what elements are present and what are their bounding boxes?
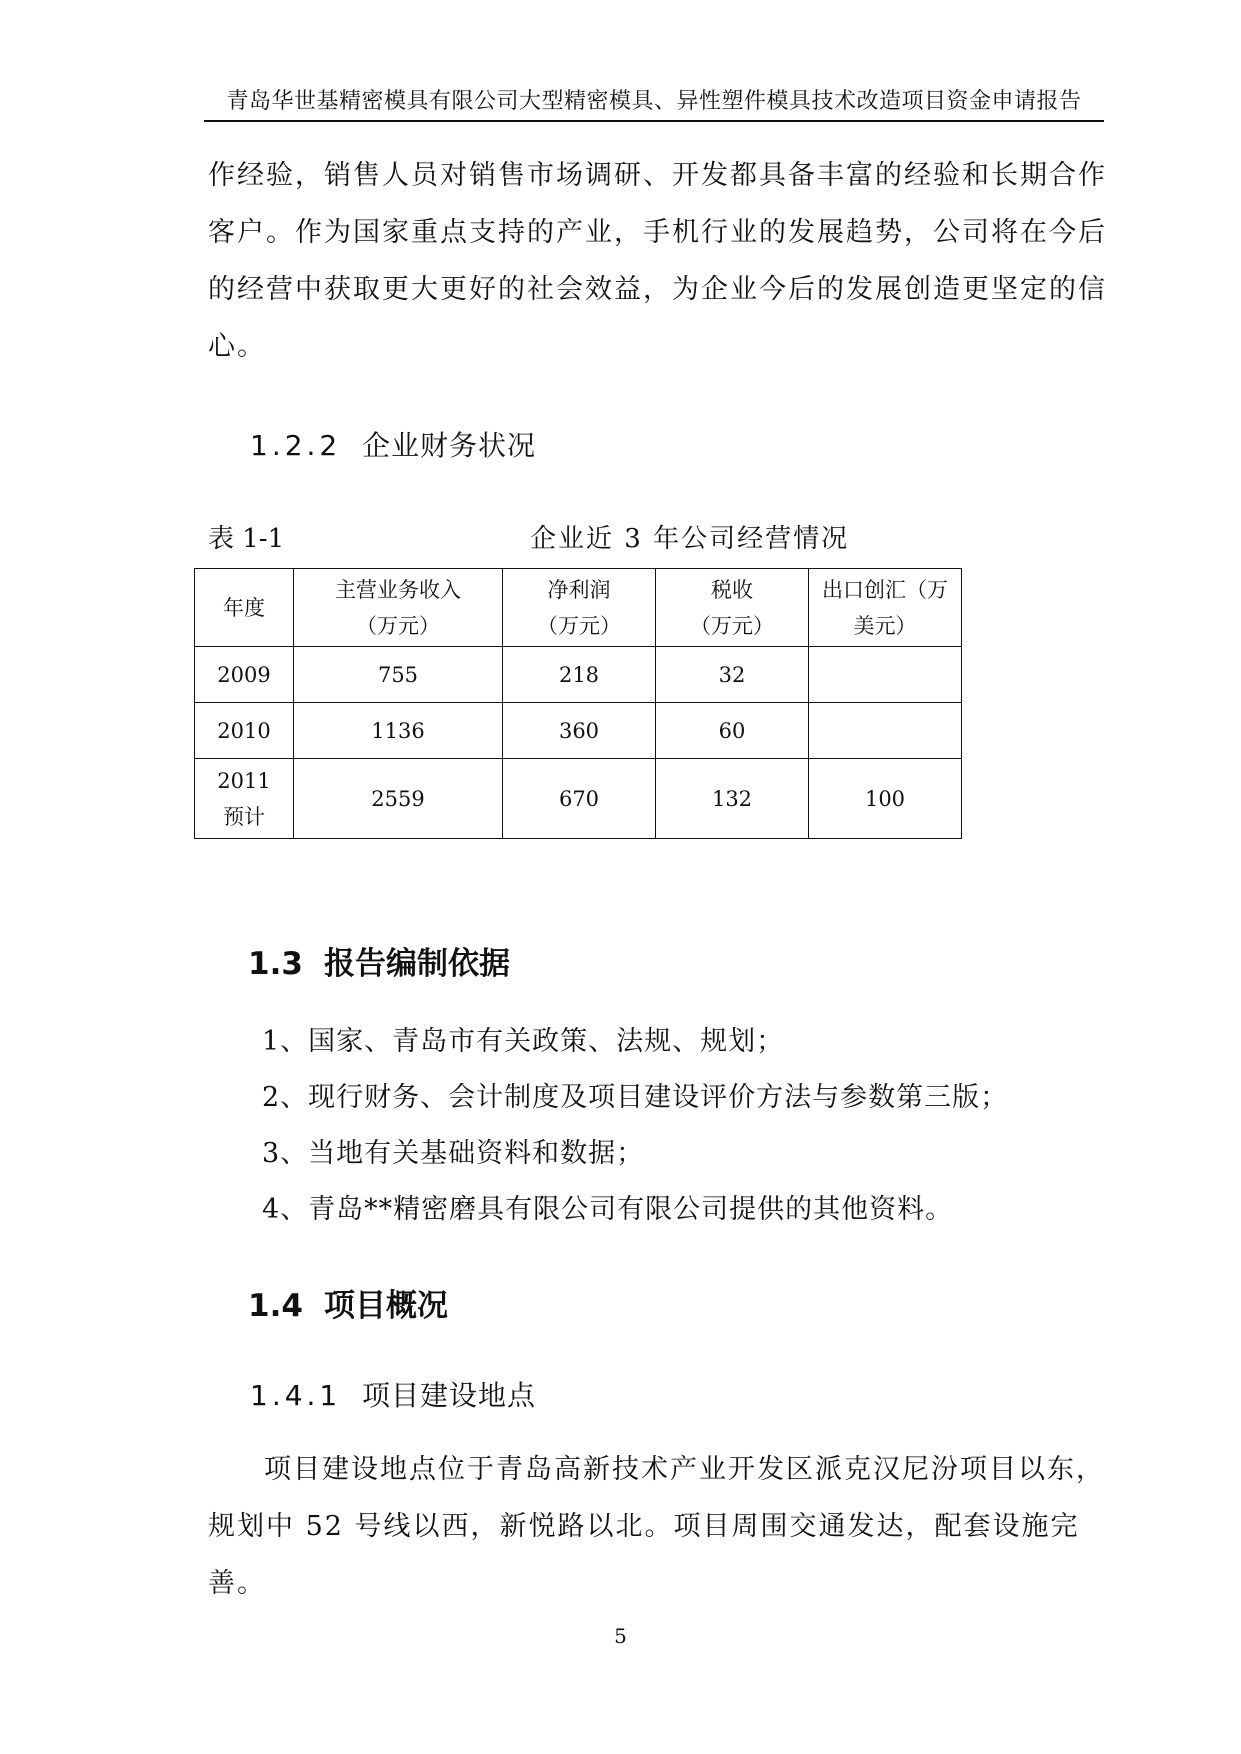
cell-tax: 32 (656, 647, 809, 703)
cell-net-profit: 218 (503, 647, 656, 703)
running-header: 青岛华世基精密模具有限公司大型精密模具、异性塑件模具技术改造项目资金申请报告 (226, 89, 1082, 114)
intro-line: 作经验，销售人员对销售市场调研、开发都具备丰富的经验和长期合作 (208, 160, 1107, 191)
table-label: 表 1-1 (208, 524, 285, 554)
cell-year: 2009 (195, 647, 294, 703)
financial-table (194, 568, 962, 839)
cell-tax: 132 (656, 759, 809, 839)
cell-revenue: 755 (294, 647, 503, 703)
list-item: 1、国家、青岛市有关政策、法规、规划； (262, 1026, 785, 1057)
cell-revenue: 1136 (294, 703, 503, 759)
heading-title: 项目建设地点 (362, 1379, 537, 1412)
header-year: 年度 (195, 569, 294, 647)
cell-net-profit: 360 (503, 703, 656, 759)
header-tax: 税收 （万元） (656, 569, 809, 647)
intro-line: 客户。作为国家重点支持的产业，手机行业的发展趋势，公司将在今后 (208, 217, 1107, 248)
cell-year: 2011 预计 (195, 759, 294, 839)
header-revenue: 主营业务收入 （万元） (294, 569, 503, 647)
heading-number: 1.4.1 (250, 1379, 342, 1412)
table-title: 企业近 3 年公司经营情况 (530, 524, 850, 554)
header-export: 出口创汇（万 美元） (809, 569, 962, 647)
heading-title: 报告编制依据 (324, 946, 510, 982)
location-line: 项目建设地点位于青岛高新技术产业开发区派克汉尼汾项目以东， (264, 1454, 1105, 1485)
heading-title: 项目概况 (324, 1288, 448, 1324)
heading-title: 企业财务状况 (362, 429, 537, 462)
list-item: 2、现行财务、会计制度及项目建设评价方法与参数第三版； (262, 1082, 1009, 1113)
table-row (195, 647, 962, 703)
heading-1-2-2 (250, 424, 536, 464)
table-header-row (195, 569, 962, 647)
list-item: 4、青岛**精密磨具有限公司有限公司提供的其他资料。 (262, 1194, 954, 1225)
cell-export (809, 703, 962, 759)
heading-1-3 (248, 938, 510, 983)
header-net-profit: 净利润 （万元） (503, 569, 656, 647)
heading-number: 1.2.2 (250, 429, 342, 462)
list-item: 3、当地有关基础资料和数据； (262, 1138, 645, 1169)
basis-list (262, 1014, 1122, 1238)
location-paragraph (208, 1441, 1108, 1612)
intro-line: 心。 (208, 331, 266, 362)
cell-tax: 60 (656, 703, 809, 759)
heading-1-4 (248, 1280, 448, 1325)
heading-number: 1.3 (248, 946, 303, 982)
cell-year: 2010 (195, 703, 294, 759)
header-rule (204, 120, 1104, 122)
cell-revenue: 2559 (294, 759, 503, 839)
intro-paragraph (208, 147, 1108, 375)
page-number: 5 (614, 1624, 627, 1648)
heading-1-4-1 (250, 1374, 536, 1414)
table-row (195, 759, 962, 839)
table-row (195, 703, 962, 759)
location-line: 规划中 52 号线以西，新悦路以北。项目周围交通发达，配套设施完善。 (208, 1511, 1080, 1599)
cell-export (809, 647, 962, 703)
intro-line: 的经营中获取更大更好的社会效益，为企业今后的发展创造更坚定的信 (208, 274, 1107, 305)
heading-number: 1.4 (248, 1288, 303, 1324)
cell-net-profit: 670 (503, 759, 656, 839)
cell-export: 100 (809, 759, 962, 839)
